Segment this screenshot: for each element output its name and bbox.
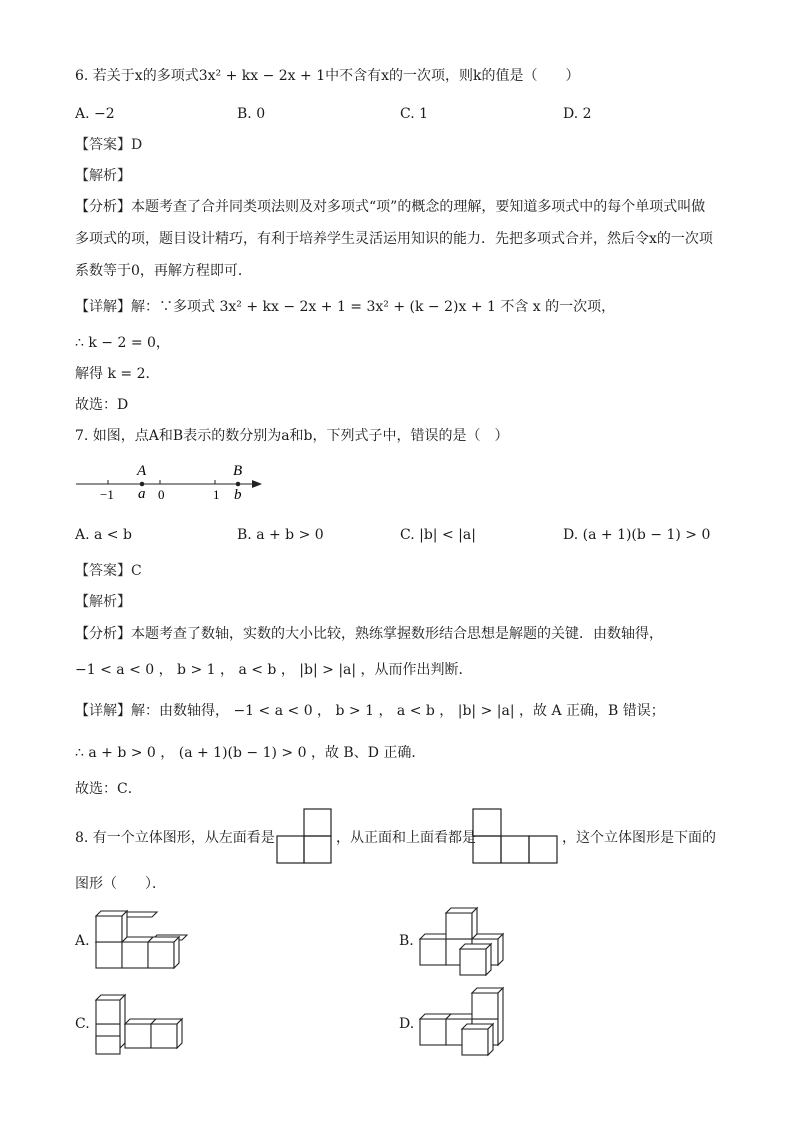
q6-stem: 6. 若关于x的多项式3x² + kx − 2x + 1中不含有x的一次项，则k的值是（ ） <box>75 68 580 84</box>
q8-stem-part3: ，这个立体图形是下面的 <box>562 830 716 846</box>
number-line-arrow <box>252 480 262 488</box>
q6-answer: 【答案】D <box>75 137 143 153</box>
q8-stem-part1: 8. 有一个立体图形，从左面看是 <box>75 830 275 846</box>
q8-stem-line2: 图形（ ）． <box>75 876 166 892</box>
q7-answer: 【答案】C <box>75 563 142 579</box>
q6-fenxi-line2: 多项式的项，题目设计精巧，有利于培养学生灵活运用知识的能力．先把多项式合并，然后令x的一次项 <box>75 231 713 247</box>
q7-fenxi-line1: 【分析】本题考查了数轴，实数的大小比较，熟练掌握数形结合思想是解题的关键．由数轴得， <box>75 626 663 642</box>
q6-detail-line1: 【详解】解：∵多项式 3x² + kx − 2x + 1 = 3x² + (k − 2)x + 1 不含 x 的一次项， <box>75 299 616 315</box>
q7-choose: 故选：C． <box>75 781 142 797</box>
label-B: B <box>233 463 243 479</box>
q8-option-a-figure <box>92 906 188 974</box>
q6-fenxi-line1: 【分析】本题考查了合并同类项法则及对多项式“项”的概念的理解，要知道多项式中的每个单项式叫做 <box>75 199 706 215</box>
q7-stem: 7. 如图，点A和B表示的数分别为a和b，下列式子中，错误的是（ ） <box>75 428 509 444</box>
q8-option-c-figure <box>92 992 188 1058</box>
q8-left-view-figure <box>275 808 335 864</box>
q6-option-c: C. 1 <box>400 106 429 122</box>
q7-option-b: B. a + b > 0 <box>237 527 324 543</box>
tick-neg1: −1 <box>100 487 114 502</box>
point-b-dot <box>236 482 241 487</box>
q8-option-d-figure <box>416 985 512 1061</box>
q8-front-top-view-figure <box>471 808 561 864</box>
q6-detail-line3: 解得 k = 2． <box>75 366 160 382</box>
q8-stem-part2: ，从正面和上面看都是 <box>336 830 476 846</box>
q7-analysis-label: 【解析】 <box>75 594 131 610</box>
q6-option-b: B. 0 <box>237 106 266 122</box>
q7-detail-line1: 【详解】解：由数轴得， −1 < a < 0 ， b > 1 ， a < b ， |b| > |a| ，故 A 正确，B 错误； <box>75 703 665 719</box>
q8-option-b-label: B. <box>399 933 414 949</box>
q8-option-c-label: C. <box>75 1016 90 1032</box>
tick-1: 1 <box>213 487 220 502</box>
q7-fenxi-line2: −1 < a < 0 ， b > 1 ， a < b ， |b| > |a| ，从而作出判断． <box>75 662 473 678</box>
label-a: a <box>138 486 146 502</box>
label-A: A <box>137 463 147 479</box>
q6-analysis-label: 【解析】 <box>75 168 131 184</box>
q6-choose: 故选：D <box>75 397 129 413</box>
q6-detail-line2: ∴ k − 2 = 0， <box>75 335 170 351</box>
label-b: b <box>234 487 242 503</box>
tick-0: 0 <box>158 487 165 502</box>
q7-detail-line2: ∴ a + b > 0 ， (a + 1)(b − 1) > 0 ，故 B、D 正确． <box>75 745 426 761</box>
q8-option-d-label: D. <box>399 1016 415 1032</box>
q7-option-d: D. (a + 1)(b − 1) > 0 <box>563 527 711 543</box>
q7-option-c: C. |b| < |a| <box>400 527 476 543</box>
q8-option-a-label: A. <box>75 933 90 949</box>
q7-number-line <box>72 458 272 504</box>
q6-option-d: D. 2 <box>563 106 592 122</box>
q8-option-b-figure <box>416 903 512 977</box>
q6-fenxi-line3: 系数等于0，再解方程即可． <box>75 263 252 279</box>
q6-option-a: A. −2 <box>75 106 115 122</box>
q7-option-a: A. a < b <box>75 527 132 543</box>
